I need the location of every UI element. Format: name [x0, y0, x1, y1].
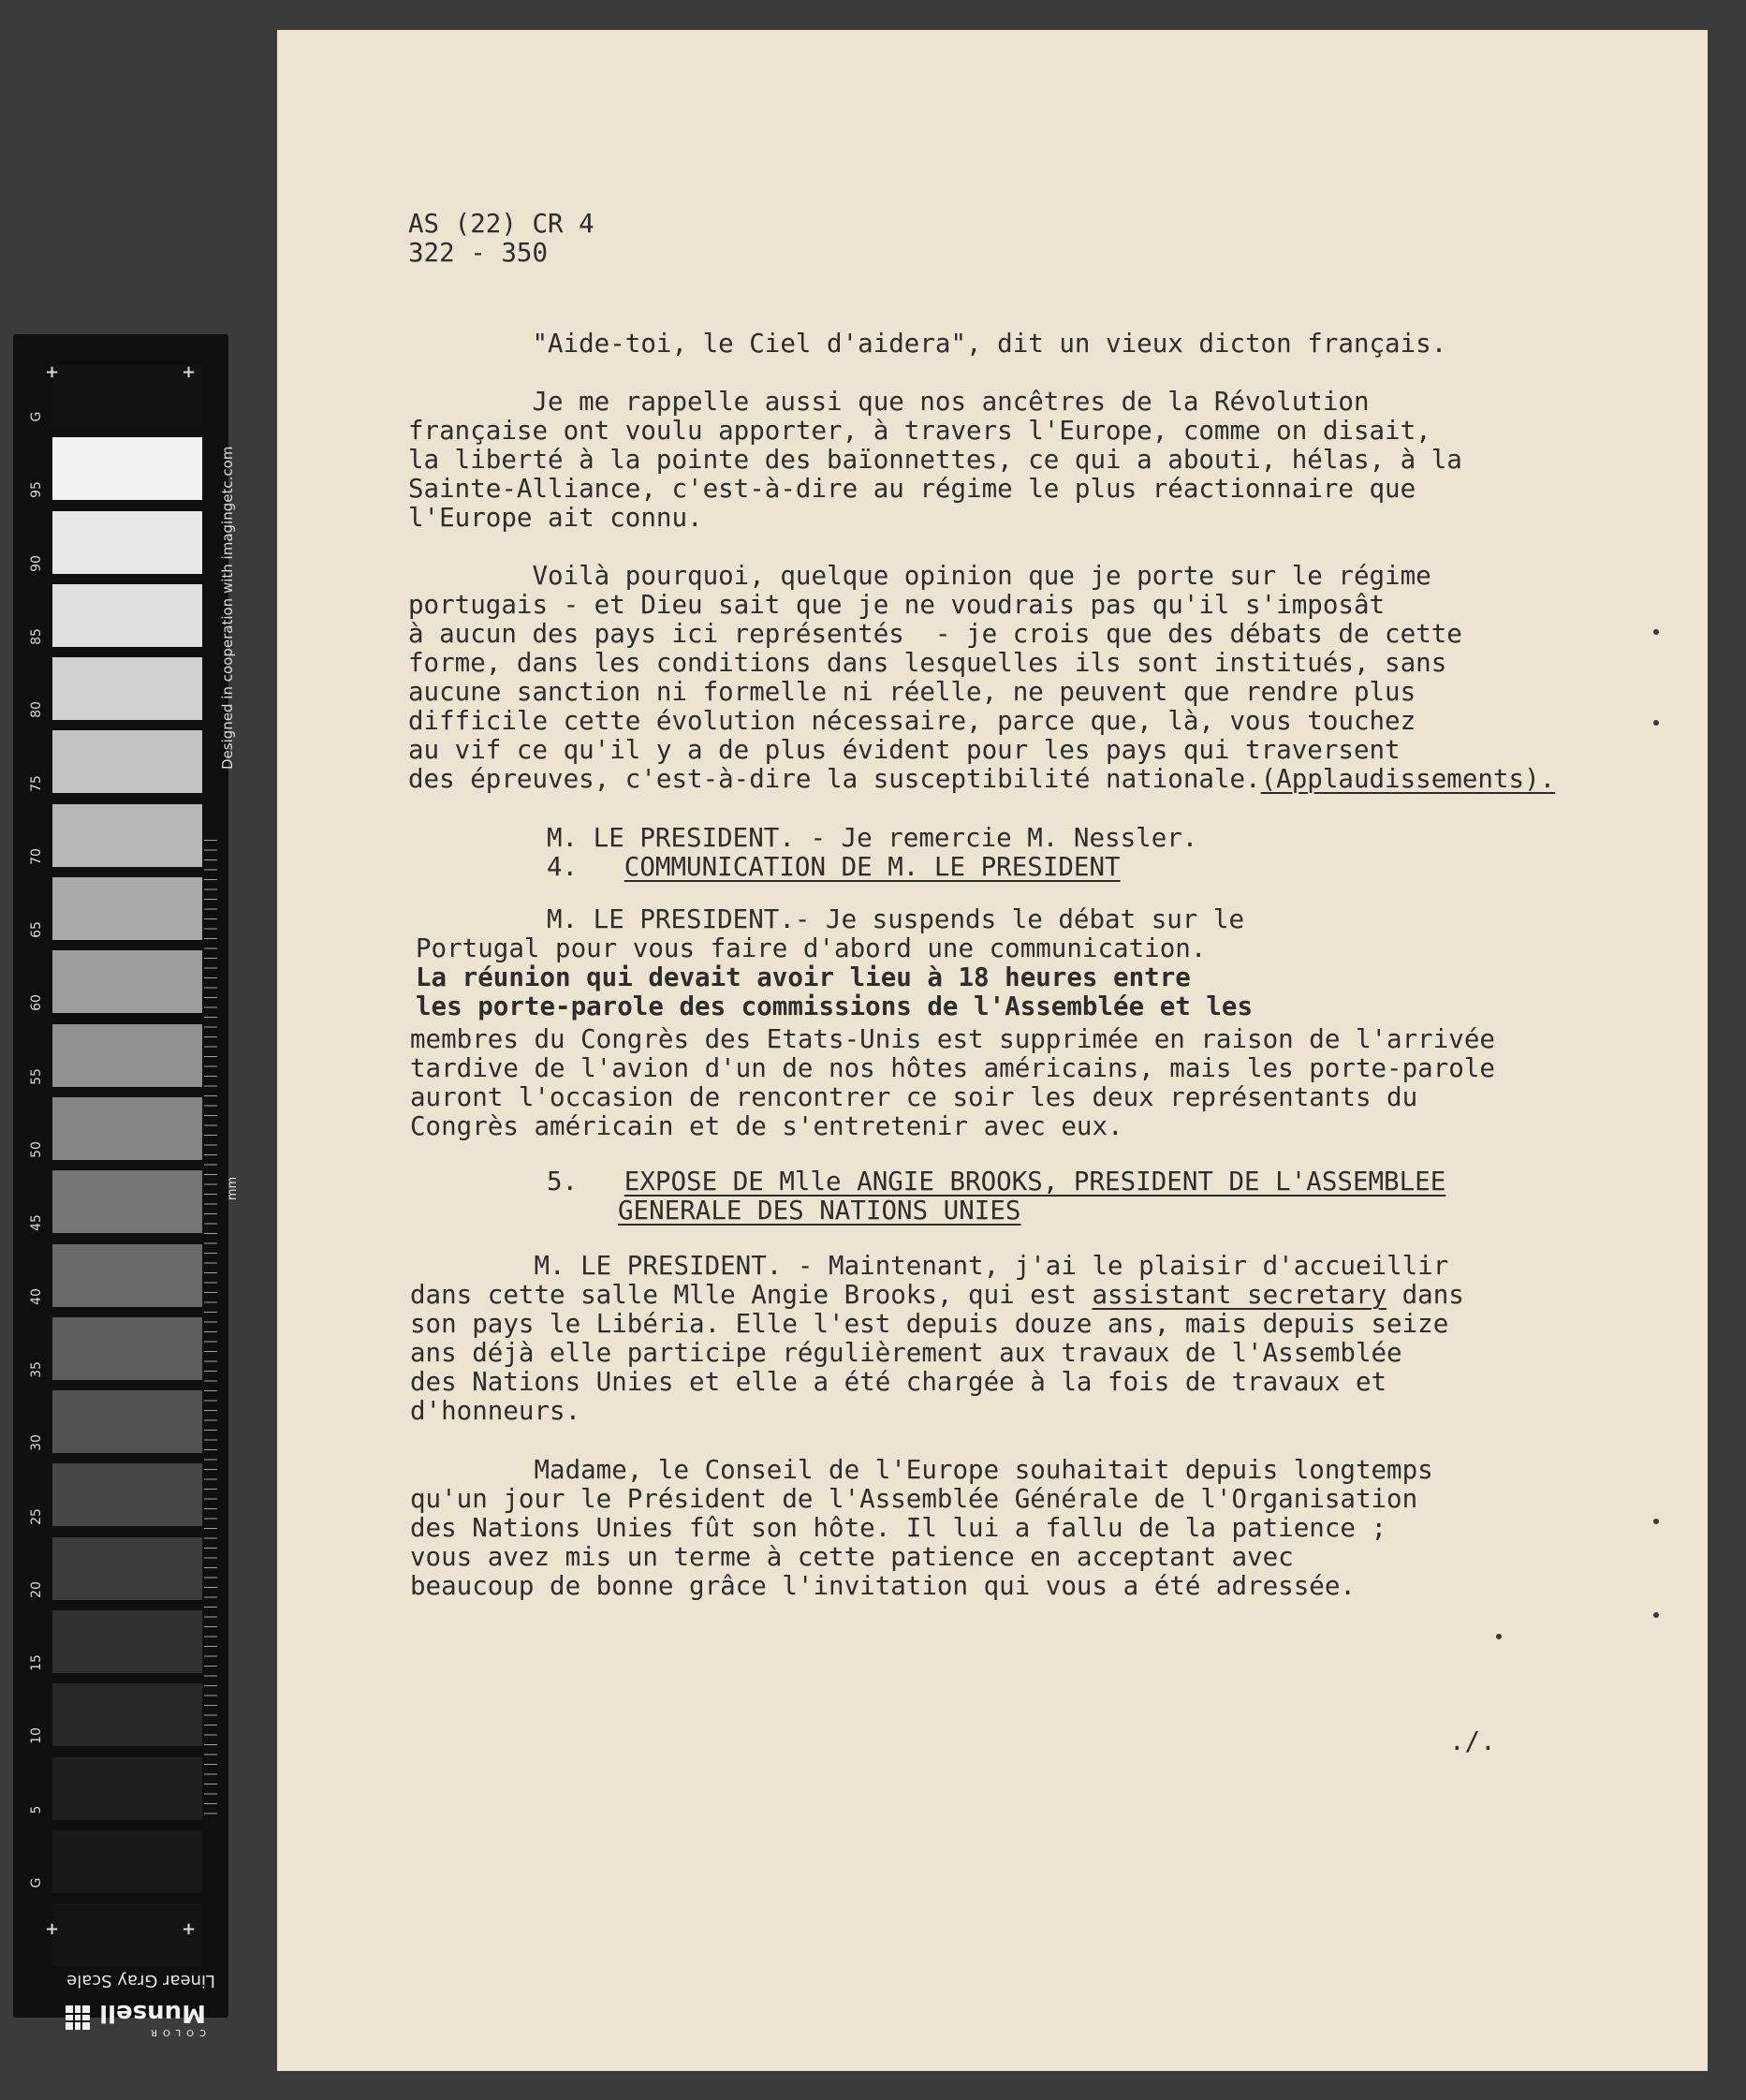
section-5-number: 5. — [547, 1167, 579, 1197]
gray-patch — [52, 730, 202, 793]
welcome-line: son pays le Libéria. Elle l'est depuis douze ans, mais depuis seize — [410, 1309, 1449, 1339]
gray-patch — [52, 1024, 202, 1087]
margin-mark — [1653, 1612, 1659, 1618]
gray-patch — [52, 877, 202, 940]
communication-line: La réunion qui devait avoir lieu à 18 heures entre — [416, 962, 1191, 992]
text-line: "Aide-toi, le Ciel d'aidera", dit un vieux dicton français. — [408, 329, 1447, 359]
ruler-unit-label: mm — [226, 1176, 241, 1201]
text-line: l'Europe ait connu. — [408, 503, 703, 533]
welcome-line: des Nations Unies et elle a été chargée à la fois de travaux et — [410, 1367, 1387, 1397]
munsell-logo — [37, 1999, 206, 2037]
gray-scale-label: 5 — [29, 1805, 44, 1814]
margin-mark — [1496, 1634, 1502, 1639]
margin-mark — [1653, 629, 1659, 635]
madame-line: des Nations Unies fût son hôte. Il lui a fallu de la patience ; — [410, 1513, 1387, 1543]
gray-patches — [52, 364, 202, 1977]
president-thanks: M. LE PRESIDENT. - Je remercie M. Nessler. — [547, 823, 1198, 853]
margin-mark — [1653, 720, 1659, 726]
gray-scale-label: 25 — [29, 1507, 44, 1525]
text-line: la liberté à la pointe des baïonnettes, ce qui a abouti, hélas, à la — [408, 445, 1462, 475]
gray-scale-label: 20 — [29, 1580, 44, 1598]
gray-patch — [52, 657, 202, 720]
gray-scale-label: G — [29, 1877, 44, 1888]
section-4-title: COMMUNICATION DE M. LE PRESIDENT — [624, 852, 1121, 882]
gray-patch — [52, 1683, 202, 1746]
gray-patch — [52, 437, 202, 500]
gray-scale-label: 30 — [29, 1434, 44, 1452]
gray-patch — [52, 1390, 202, 1453]
typed-text — [277, 30, 1556, 1756]
applause-text: (Applaudissements). — [1260, 764, 1556, 794]
text-line: difficile cette évolution nécessaire, parce que, là, vous touchez — [408, 706, 1416, 736]
gray-patch — [52, 1757, 202, 1820]
text-line: Je me rappelle aussi que nos ancêtres de la Révolution — [408, 387, 1370, 417]
gray-scale-label: 35 — [29, 1360, 44, 1378]
section-5-title: EXPOSE DE Mlle ANGIE BROOKS, PRESIDENT DE L'ASSEMBLEE — [624, 1167, 1446, 1197]
gray-patch — [52, 1830, 202, 1893]
margin-mark — [1653, 1519, 1659, 1524]
gray-scale-label: G — [29, 411, 44, 422]
section-4-number: 4. — [547, 852, 579, 882]
scale-title: Linear Gray Scale — [66, 1971, 215, 1990]
communication-cont-line: membres du Congrès des Etats-Unis est supprimée en raison de l'arrivée — [410, 1024, 1495, 1054]
communication-line: Portugal pour vous faire d'abord une communication. — [416, 933, 1207, 963]
munsell-grid-icon — [66, 2006, 90, 2031]
welcome-line — [410, 1281, 1464, 1310]
gray-scale-label: 85 — [29, 627, 44, 645]
brand-sub: COLOR — [145, 2027, 206, 2037]
welcome-line: ans déjà elle participe régulièrement aux travaux de l'Assemblée — [410, 1338, 1402, 1368]
gray-patch — [52, 1463, 202, 1526]
gray-scale-label: 40 — [29, 1287, 44, 1305]
welcome-line: d'honneurs. — [410, 1396, 581, 1426]
madame-line: qu'un jour le Président de l'Assemblée Générale de l'Organisation — [410, 1484, 1418, 1514]
madame-line: vous avez mis un terme à cette patience en acceptant avec — [410, 1542, 1294, 1572]
gray-patch — [52, 364, 202, 427]
mm-ruler — [204, 840, 217, 1823]
gray-patch — [52, 511, 202, 574]
welcome-line: M. LE PRESIDENT. - Maintenant, j'ai le plaisir d'accueillir — [410, 1251, 1449, 1281]
gray-scale-card — [13, 334, 241, 2018]
gray-scale-label: 70 — [29, 847, 44, 865]
gray-scale-label: 60 — [29, 994, 44, 1012]
text-line: aucune sanction ni formelle ni réelle, ne peuvent que rendre plus — [408, 677, 1416, 707]
gray-scale-label: 75 — [29, 774, 44, 792]
gray-patch — [52, 1170, 202, 1233]
gray-scale-label: 80 — [29, 701, 44, 719]
gray-patch — [52, 1244, 202, 1307]
text-line: portugais - et Dieu sait que je ne voudrais pas qu'il s'imposât — [408, 590, 1386, 620]
communication-line: M. LE PRESIDENT.- Je suspends le débat sur le — [547, 904, 1245, 934]
gray-patch — [52, 1610, 202, 1673]
gray-scale-label: 55 — [29, 1067, 44, 1085]
document-page — [277, 30, 1708, 2071]
gray-patch — [52, 1097, 202, 1160]
communication-cont-line: auront l'occasion de rencontrer ce soir les deux représentants du — [410, 1082, 1418, 1112]
gray-patch — [52, 1903, 202, 1966]
gray-scale-label: 65 — [29, 921, 44, 939]
document-reference: AS (22) CR 4 — [408, 209, 594, 239]
plus-mark-top-left: + — [45, 362, 60, 382]
section-4-heading — [547, 853, 1121, 882]
communication-cont-line: Congrès américain et de s'entretenir avec eux. — [410, 1111, 1123, 1141]
plus-mark-top-right: + — [182, 362, 197, 382]
gray-scale-label: 10 — [29, 1727, 44, 1745]
section-5-heading — [547, 1167, 1445, 1197]
gray-scale-label: 50 — [29, 1141, 44, 1158]
welcome-text-end: dans — [1387, 1280, 1464, 1310]
text-line: forme, dans les conditions dans lesquelles ils sont institués, sans — [408, 648, 1447, 678]
assistant-secretary-text: assistant secretary — [1092, 1280, 1387, 1310]
plus-mark-bottom-right: + — [182, 1919, 197, 1939]
text-line: française ont voulu apporter, à travers l'Europe, comme on disait, — [408, 416, 1431, 446]
document-pages: 322 - 350 — [408, 238, 549, 268]
welcome-text: dans cette salle Mlle Angie Brooks, qui est — [410, 1280, 1093, 1310]
section-5-title-cont: GENERALE DES NATIONS UNIES — [618, 1196, 1021, 1226]
text-line — [408, 765, 1555, 794]
plus-mark-bottom-left: + — [45, 1919, 60, 1939]
gray-patch — [52, 1317, 202, 1380]
text-line: Sainte-Alliance, c'est-à-dire au régime le plus réactionnaire que — [408, 474, 1416, 504]
gray-patch — [52, 950, 202, 1013]
gray-scale-label: 90 — [29, 554, 44, 572]
text-line: Voilà pourquoi, quelque opinion que je porte sur le régime — [408, 561, 1431, 591]
text-line: à aucun des pays ici représentés - je crois que des débats de cette — [408, 619, 1462, 649]
madame-line: Madame, le Conseil de l'Europe souhaitait depuis longtemps — [410, 1455, 1433, 1485]
communication-line: les porte-parole des commissions de l'Assemblée et les — [416, 991, 1254, 1021]
text-line: au vif ce qu'il y a de plus évident pour les pays qui traversent — [408, 735, 1401, 765]
communication-cont-line: tardive de l'avion d'un de nos hôtes américains, mais les porte-parole — [410, 1053, 1495, 1083]
gray-patch — [52, 804, 202, 867]
madame-line: beaucoup de bonne grâce l'invitation qui vous a été adressée. — [410, 1571, 1356, 1601]
continuation-mark: ./. — [1449, 1726, 1496, 1756]
brand-name: Munsell — [99, 1999, 206, 2027]
designed-credit: Designed in cooperation with imagingetc.com — [219, 446, 236, 770]
gray-scale-label: 45 — [29, 1214, 44, 1232]
gray-patch — [52, 584, 202, 647]
text-line-content: des épreuves, c'est-à-dire la susceptibilité nationale. — [408, 764, 1261, 794]
gray-scale-label: 15 — [29, 1654, 44, 1672]
gray-scale-label: 95 — [29, 481, 44, 499]
gray-patch — [52, 1537, 202, 1600]
